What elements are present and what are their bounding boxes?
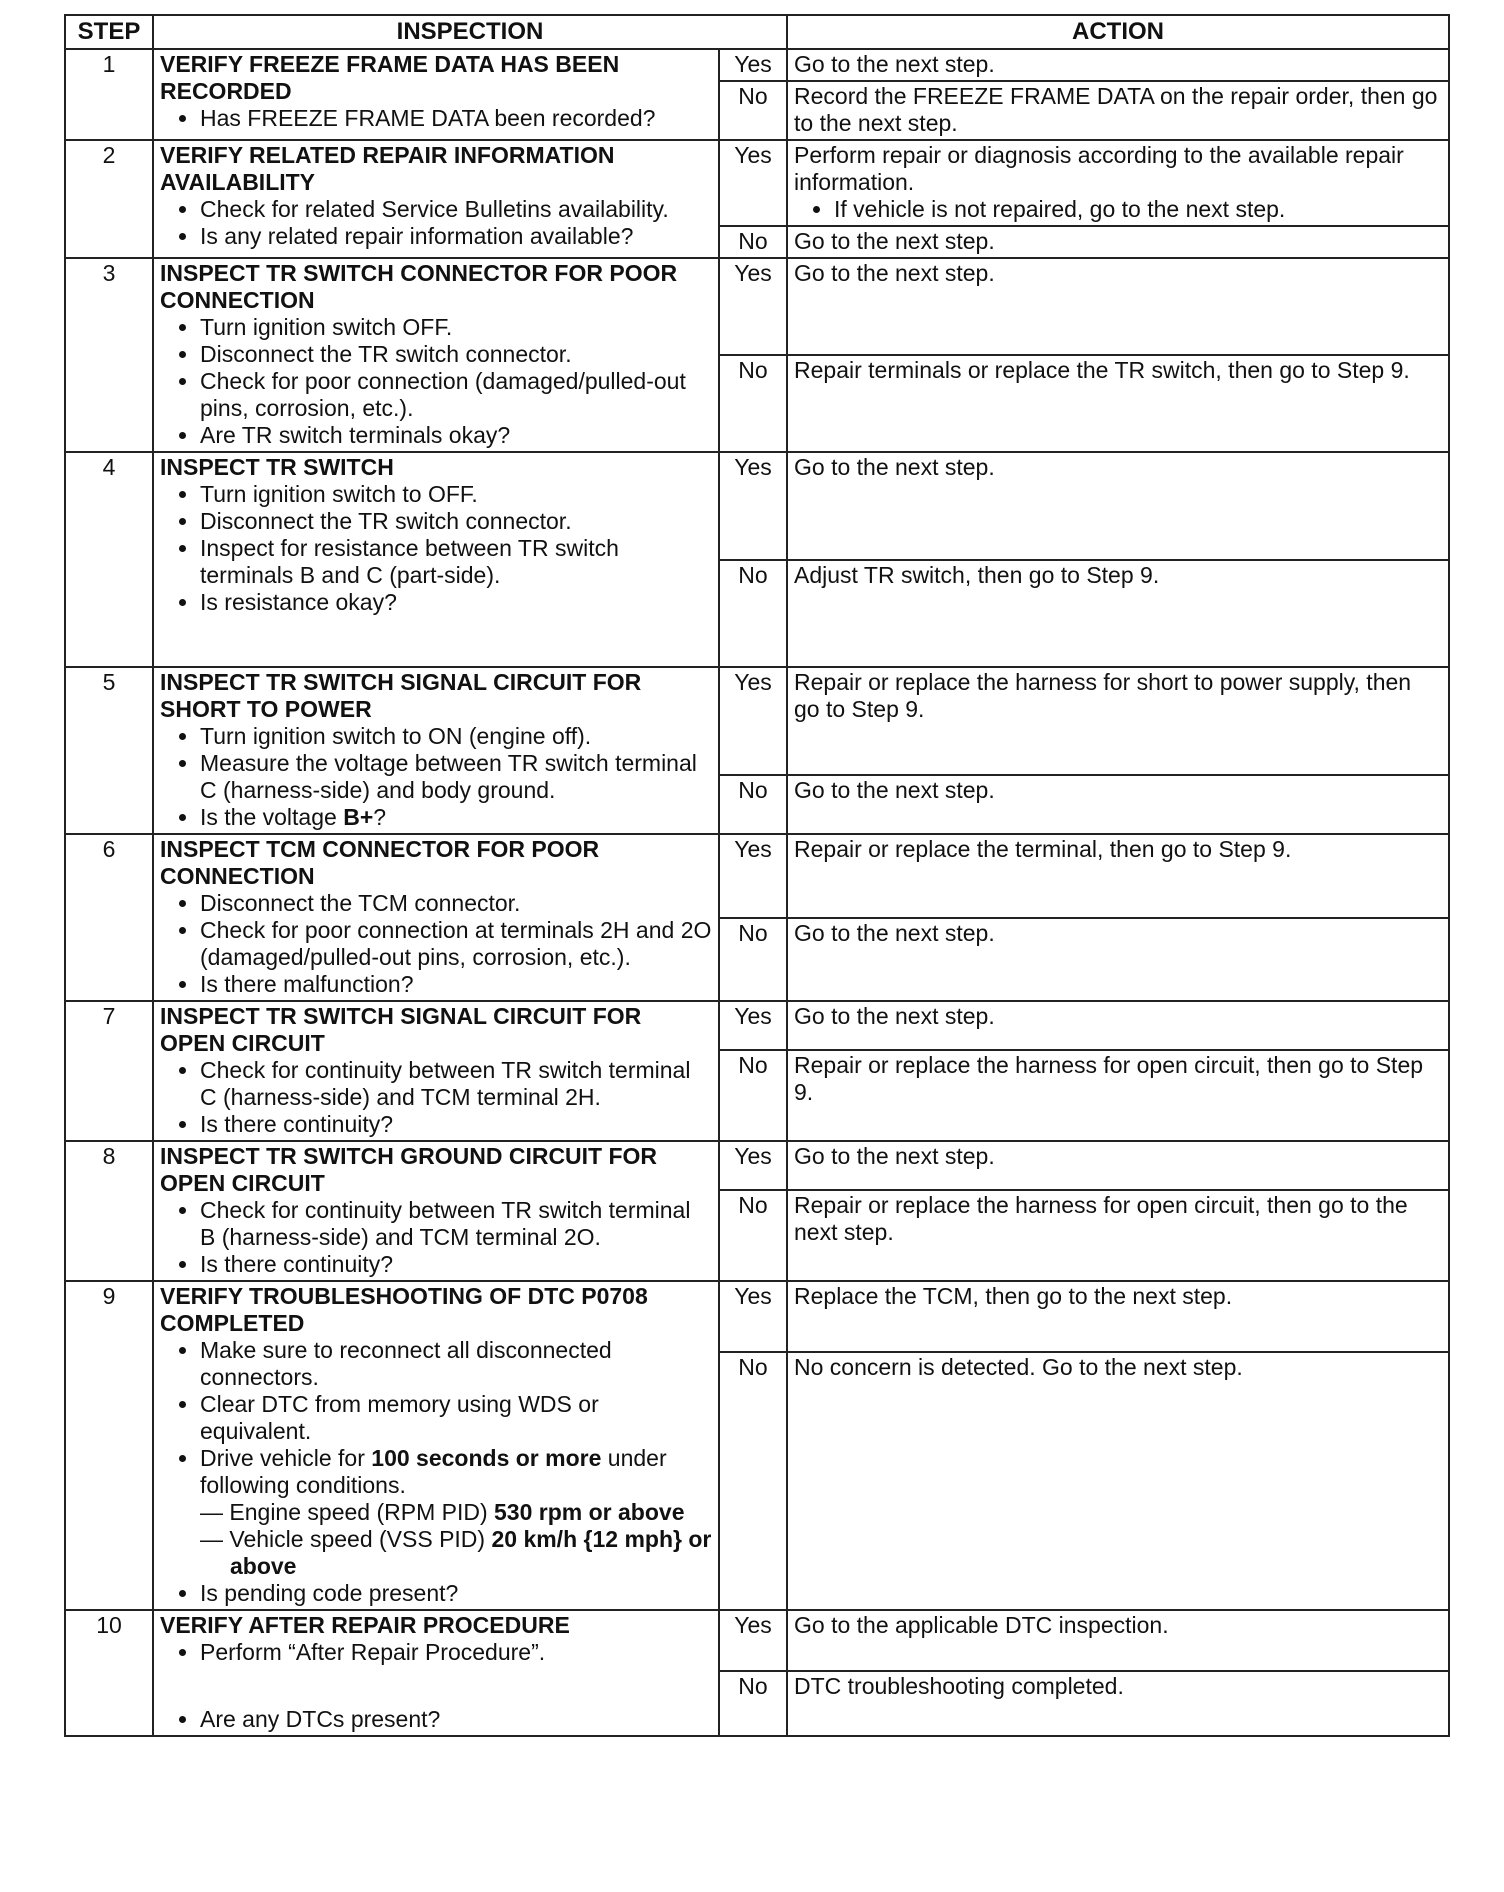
inspection-title: VERIFY TROUBLESHOOTING OF DTC P0708 COMPLETED — [160, 1283, 648, 1336]
inspection-bullet: • Has FREEZE FRAME DATA been recorded? — [200, 105, 712, 132]
yes-label: Yes — [719, 1610, 787, 1671]
no-label: No — [719, 355, 787, 452]
no-action: Go to the next step. — [787, 226, 1449, 258]
table-row — [65, 1001, 1449, 1050]
table-row — [65, 667, 1449, 775]
yes-label: Yes — [719, 1141, 787, 1190]
no-label: No — [719, 560, 787, 668]
inspection-title: INSPECT TR SWITCH SIGNAL CIRCUIT FOR OPEN CIRCUIT — [160, 1003, 642, 1056]
no-action: Go to the next step. — [787, 775, 1449, 834]
yes-action-cell — [787, 140, 1449, 226]
yes-label: Yes — [719, 667, 787, 775]
yes-label: Yes — [719, 1001, 787, 1050]
step-number: 10 — [65, 1610, 153, 1736]
inspection-bullet: • Is there continuity? — [200, 1251, 712, 1278]
header-action: ACTION — [787, 15, 1449, 49]
inspection-bullet: • Check for poor connection (damaged/pulled-out pins, corrosion, etc.). — [200, 368, 712, 422]
table-row — [65, 1610, 1449, 1671]
inspection-bullet: • Is resistance okay? — [200, 589, 712, 616]
no-label: No — [719, 1190, 787, 1281]
inspection-bullet: • Check for poor connection at terminals 2H and 2O (damaged/pulled-out pins, corrosion, etc.). — [200, 917, 712, 971]
inspection-bullet: • Is there continuity? — [200, 1111, 712, 1138]
step-number: 1 — [65, 49, 153, 140]
step-number: 7 — [65, 1001, 153, 1141]
yes-action: Go to the applicable DTC inspection. — [787, 1610, 1449, 1671]
yes-action: Go to the next step. — [787, 258, 1449, 355]
step-number: 5 — [65, 667, 153, 834]
inspection-title: INSPECT TR SWITCH — [160, 454, 394, 480]
inspection-cell — [153, 1001, 719, 1141]
condition-item: — Engine speed (RPM PID) 530 rpm or above — [230, 1499, 712, 1526]
table-header-row — [65, 15, 1449, 49]
inspection-bullet: • Turn ignition switch to OFF. — [200, 481, 712, 508]
yes-label: Yes — [719, 452, 787, 560]
yes-action-bullet: • If vehicle is not repaired, go to the next step. — [834, 196, 1442, 223]
yes-action: Perform repair or diagnosis according to the available repair information. — [794, 142, 1404, 195]
table-row — [65, 49, 1449, 81]
no-action: Repair or replace the harness for open circuit, then go to Step 9. — [787, 1050, 1449, 1141]
yes-action: Repair or replace the harness for short to power supply, then go to Step 9. — [787, 667, 1449, 775]
inspection-cell — [153, 258, 719, 452]
no-action: Go to the next step. — [787, 918, 1449, 1002]
yes-action: Go to the next step. — [787, 1141, 1449, 1190]
no-label: No — [719, 1050, 787, 1141]
inspection-bullet: • Disconnect the TCM connector. — [200, 890, 712, 917]
step-number: 2 — [65, 140, 153, 258]
inspection-bullet: • Inspect for resistance between TR switch terminals B and C (part-side). — [200, 535, 712, 589]
no-action: Repair or replace the harness for open circuit, then go to the next step. — [787, 1190, 1449, 1281]
inspection-title: VERIFY AFTER REPAIR PROCEDURE — [160, 1612, 570, 1638]
no-label: No — [719, 775, 787, 834]
no-label: No — [719, 1671, 787, 1736]
yes-action: Replace the TCM, then go to the next step. — [787, 1281, 1449, 1352]
inspection-bullet: • Are TR switch terminals okay? — [200, 422, 712, 449]
inspection-cell — [153, 49, 719, 140]
yes-action: Go to the next step. — [787, 1001, 1449, 1050]
inspection-bullet: • Make sure to reconnect all disconnected connectors. — [200, 1337, 712, 1391]
no-label: No — [719, 918, 787, 1002]
inspection-title: INSPECT TR SWITCH SIGNAL CIRCUIT FOR SHORT TO POWER — [160, 669, 642, 722]
table-row — [65, 1141, 1449, 1190]
step-number: 4 — [65, 452, 153, 667]
table-row — [65, 452, 1449, 560]
condition-item: — Vehicle speed (VSS PID) 20 km/h {12 mph} or above — [230, 1526, 712, 1580]
table-row — [65, 1281, 1449, 1352]
inspection-cell — [153, 834, 719, 1001]
diagnostic-procedure-table — [64, 14, 1450, 1737]
inspection-title: VERIFY RELATED REPAIR INFORMATION AVAILABILITY — [160, 142, 615, 195]
inspection-bullet: • Turn ignition switch to ON (engine off). — [200, 723, 712, 750]
no-action: No concern is detected. Go to the next step. — [787, 1352, 1449, 1610]
inspection-bullet: • Are any DTCs present? — [200, 1706, 712, 1733]
inspection-bullet: • Clear DTC from memory using WDS or equivalent. — [200, 1391, 712, 1445]
inspection-bullet: • Measure the voltage between TR switch terminal C (harness-side) and body ground. — [200, 750, 712, 804]
inspection-bullet: • Perform “After Repair Procedure”. — [200, 1639, 712, 1666]
step-number: 9 — [65, 1281, 153, 1610]
inspection-cell — [153, 1141, 719, 1281]
yes-label: Yes — [719, 834, 787, 918]
yes-label: Yes — [719, 258, 787, 355]
no-action: Record the FREEZE FRAME DATA on the repair order, then go to the next step. — [787, 81, 1449, 140]
inspection-cell — [153, 1610, 719, 1736]
no-label: No — [719, 1352, 787, 1610]
inspection-cell — [153, 1281, 719, 1610]
inspection-title: INSPECT TCM CONNECTOR FOR POOR CONNECTION — [160, 836, 600, 889]
inspection-bullet: • Turn ignition switch OFF. — [200, 314, 712, 341]
inspection-bullet: • Check for continuity between TR switch terminal C (harness-side) and TCM terminal 2H. — [200, 1057, 712, 1111]
table-row — [65, 140, 1449, 226]
yes-label: Yes — [719, 1281, 787, 1352]
no-action: DTC troubleshooting completed. — [787, 1671, 1449, 1736]
no-action: Adjust TR switch, then go to Step 9. — [787, 560, 1449, 668]
inspection-cell — [153, 667, 719, 834]
step-number: 8 — [65, 1141, 153, 1281]
no-action: Repair terminals or replace the TR switch, then go to Step 9. — [787, 355, 1449, 452]
step-number: 6 — [65, 834, 153, 1001]
table-row — [65, 834, 1449, 918]
inspection-bullet: • Drive vehicle for 100 seconds or more under following conditions. — Engine speed (RPM PID) 530 rpm or above — Vehicle speed (VSS PID) 20 km/h {12 mph} or above — [200, 1445, 712, 1580]
inspection-title: INSPECT TR SWITCH GROUND CIRCUIT FOR OPEN CIRCUIT — [160, 1143, 658, 1196]
table-row — [65, 258, 1449, 355]
inspection-cell — [153, 452, 719, 667]
inspection-title: VERIFY FREEZE FRAME DATA HAS BEEN RECORDED — [160, 51, 620, 104]
yes-action: Go to the next step. — [787, 452, 1449, 560]
inspection-bullet: • Is any related repair information available? — [200, 223, 712, 250]
step-number: 3 — [65, 258, 153, 452]
inspection-bullet: • Disconnect the TR switch connector. — [200, 508, 712, 535]
inspection-cell — [153, 140, 719, 258]
inspection-title: INSPECT TR SWITCH CONNECTOR FOR POOR CONNECTION — [160, 260, 678, 313]
inspection-bullet: • Is pending code present? — [200, 1580, 712, 1607]
yes-label: Yes — [719, 140, 787, 226]
yes-action: Repair or replace the terminal, then go to Step 9. — [787, 834, 1449, 918]
no-label: No — [719, 226, 787, 258]
inspection-bullet: • Check for related Service Bulletins availability. — [200, 196, 712, 223]
inspection-bullet: • Disconnect the TR switch connector. — [200, 341, 712, 368]
inspection-bullet: • Is the voltage B+? — [200, 804, 712, 831]
yes-label: Yes — [719, 49, 787, 81]
inspection-bullet: • Check for continuity between TR switch terminal B (harness-side) and TCM terminal 2O. — [200, 1197, 712, 1251]
header-inspection: INSPECTION — [153, 15, 787, 49]
inspection-bullet: • Is there malfunction? — [200, 971, 712, 998]
header-step: STEP — [65, 15, 153, 49]
yes-action: Go to the next step. — [787, 49, 1449, 81]
no-label: No — [719, 81, 787, 140]
